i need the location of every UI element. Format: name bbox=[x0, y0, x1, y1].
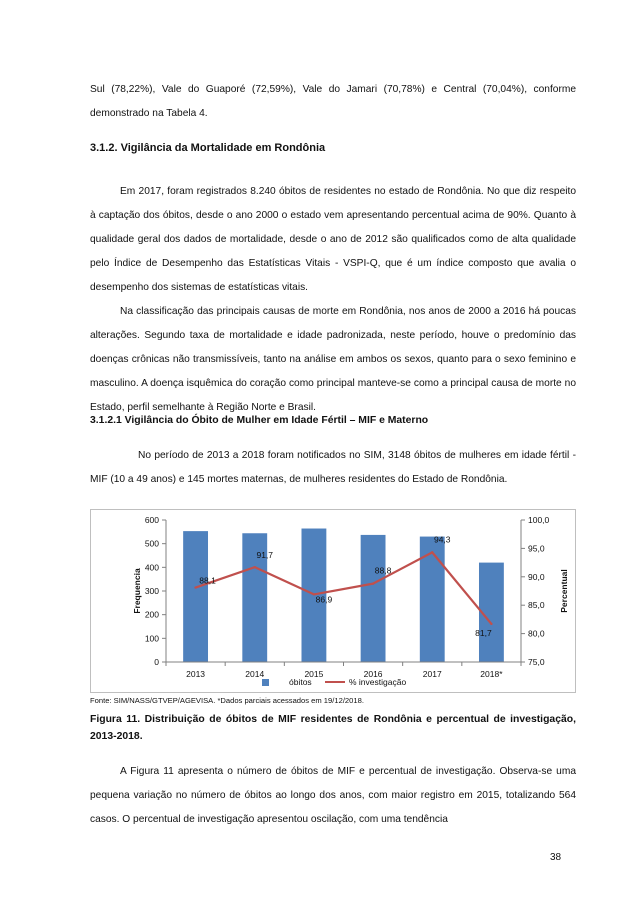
data-label-investigacao: 86,9 bbox=[315, 594, 333, 605]
data-label-investigacao: 94,3 bbox=[433, 534, 451, 545]
point-investigacao-2017 bbox=[431, 551, 433, 553]
legend-label-investigacao: % investigação bbox=[349, 677, 407, 687]
subsection-heading: 3.1.2.1 Vigilância do Óbito de Mulher em Idade Fértil – MIF e Materno bbox=[90, 415, 429, 426]
y2-tick-label: 80,0 bbox=[528, 628, 545, 639]
y-tick-label: 300 bbox=[144, 586, 159, 596]
analysis-paragraph: A Figura 11 apresenta o número de óbitos de MIF e percentual de investigação. Observa-se uma pequena variação no número de óbitos ao longo dos anos, com maior registro em 2015, totalizando 564 casos. O percentual de investigação apresentou oscilação, com uma tendência bbox=[90, 766, 576, 825]
y2-tick-label: 100,0 bbox=[528, 515, 550, 525]
bar-obitos-2013 bbox=[183, 531, 208, 662]
mif-paragraph: No período de 2013 a 2018 foram notificados no SIM, 3148 óbitos de mulheres em idade fértil - MIF (10 a 49 anos) e 145 mortes maternas, de mulheres residentes do Estado de Rondônia. bbox=[90, 450, 576, 485]
page-number: 38 bbox=[550, 852, 562, 863]
point-investigacao-2014 bbox=[254, 566, 256, 568]
figure-caption: Figura 11. Distribuição de óbitos de MIF residentes de Rondônia e percentual de investigação, 2013-2018. bbox=[90, 714, 576, 742]
figure-source: Fonte: SIM/NASS/GTVEP/AGEVISA. *Dados parciais acessados em 19/12/2018. bbox=[90, 696, 364, 705]
y-tick-label: 400 bbox=[144, 562, 159, 573]
x-tick-label: 2015 bbox=[304, 669, 324, 679]
x-tick-label: 2017 bbox=[422, 669, 442, 679]
y2-tick-label: 85,0 bbox=[528, 600, 545, 611]
mortality-paragraph-1: Em 2017, foram registrados 8.240 óbitos de residentes no estado de Rondônia. No que diz respeito à captação dos óbitos, desde o ano 2000 o estado vem apresentando percentual acima de 90%. Quanto à qualidade geral dos dados de mortalidade, desde o ano de 2012 são qualificados como de alta qualidade pelo Índice de Desempenho das Estatísticas Vitais - VSPI-Q, que é um índice composto que avalia o desempenho dos sistemas de estatísticas vitais. bbox=[90, 186, 576, 293]
y-tick-label: 600 bbox=[144, 515, 159, 525]
y2-tick-label: 95,0 bbox=[528, 543, 545, 554]
y-tick-label: 100 bbox=[144, 633, 159, 644]
data-label-investigacao: 88,8 bbox=[374, 565, 392, 576]
bar-obitos-2017 bbox=[420, 537, 445, 662]
y2-axis-title: Percentual bbox=[559, 569, 569, 613]
x-tick-label: 2013 bbox=[186, 669, 206, 679]
intro-paragraph: Sul (78,22%), Vale do Guaporé (72,59%), Vale do Jamari (70,78%) e Central (70,04%), conforme demonstrado na Tabela 4. bbox=[90, 84, 576, 119]
point-investigacao-2018* bbox=[490, 623, 492, 625]
y2-tick-label: 90,0 bbox=[528, 571, 545, 582]
data-label-investigacao: 91,7 bbox=[256, 550, 274, 561]
section-heading: 3.1.2. Vigilância da Mortalidade em Rondônia bbox=[90, 142, 326, 154]
bar-obitos-2016 bbox=[361, 535, 386, 662]
y-tick-label: 500 bbox=[144, 538, 159, 549]
point-investigacao-2013 bbox=[194, 586, 196, 588]
legend-label-obitos: óbitos bbox=[289, 677, 312, 687]
legend-swatch-obitos bbox=[262, 679, 269, 686]
mif-chart bbox=[91, 510, 575, 692]
data-label-investigacao: 88,1 bbox=[199, 575, 216, 586]
mortality-paragraph-2: Na classificação das principais causas de morte em Rondônia, nos anos de 2000 a 2016 há poucas alterações. Segundo taxa de mortalidade e idade padronizada, neste período, houve o predomínio das doenças crônicas não transmissíveis, tanto na análise em ambos os sexos, quanto para o sexo feminino e masculino. A doença isquêmica do coração como principal manteve-se como a principal causa de morte no Estado, perfil semelhante à Região Norte e Brasil. bbox=[90, 306, 576, 413]
y-axis-title: Frequencia bbox=[132, 568, 142, 614]
data-label-investigacao: 81,7 bbox=[475, 627, 492, 638]
point-investigacao-2016 bbox=[372, 582, 374, 584]
y-tick-label: 0 bbox=[154, 657, 159, 667]
x-tick-label: 2014 bbox=[245, 669, 265, 679]
line-investigacao bbox=[196, 552, 492, 624]
x-tick-label: 2018* bbox=[480, 669, 503, 679]
y2-tick-label: 75,0 bbox=[528, 657, 545, 667]
y-tick-label: 200 bbox=[144, 609, 159, 620]
chart-frame bbox=[90, 509, 576, 693]
x-tick-label: 2016 bbox=[363, 669, 383, 679]
